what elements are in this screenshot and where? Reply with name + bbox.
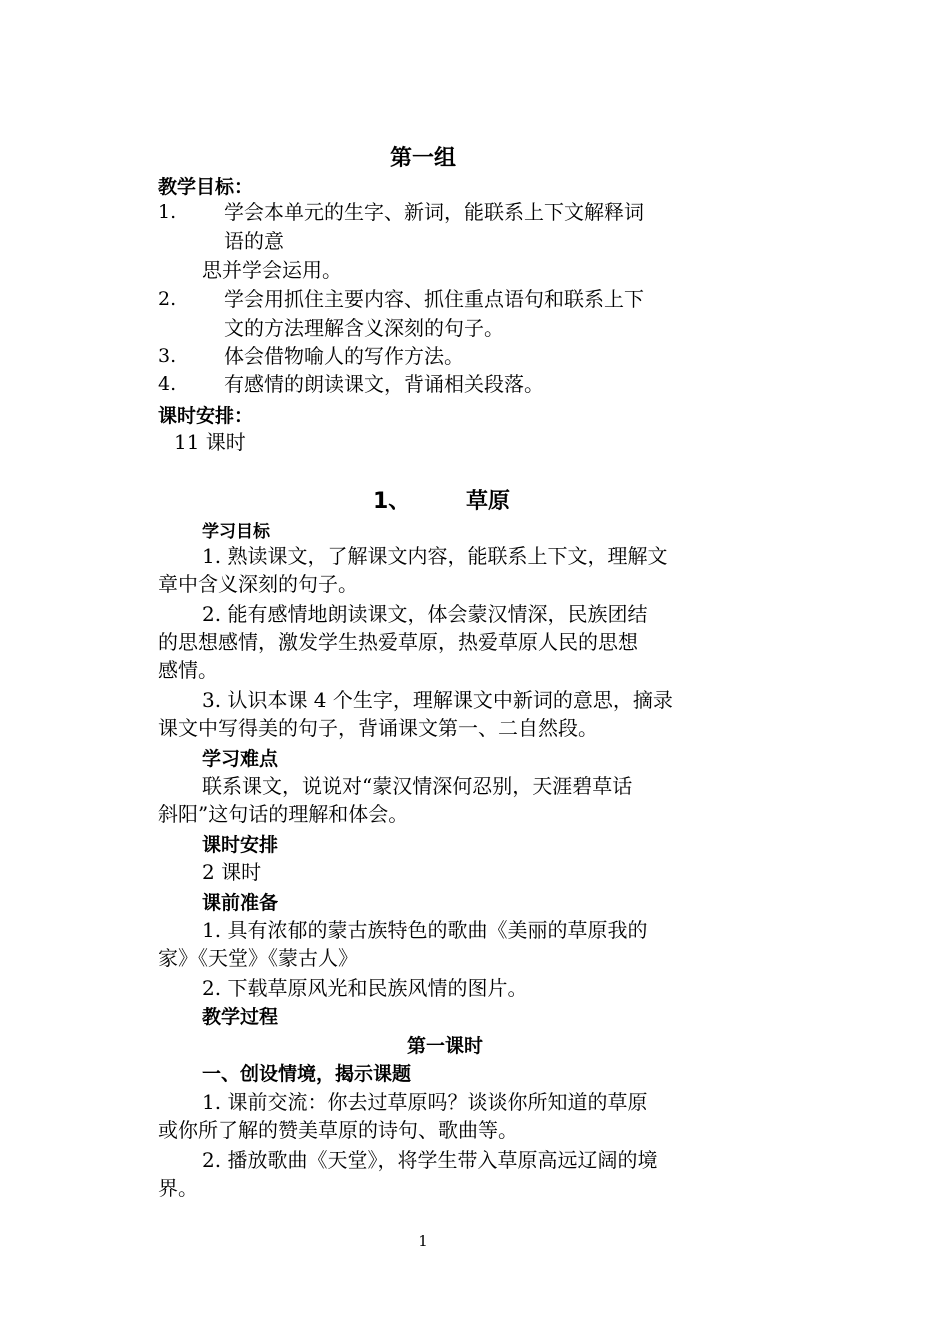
objective-number: 3. [158,345,177,367]
goal-line: 3. 认识本课 4 个生字，理解课文中新词的意思，摘录 [202,688,673,712]
page-number: 1 [418,1232,428,1250]
lesson-schedule-heading: 课时安排 [202,834,279,856]
prep-heading: 课前准备 [202,892,279,914]
objective-line: 学会本单元的生字、新词，能联系上下文解释词 [224,200,644,224]
goal-line: 感情。 [158,658,218,682]
objective-line: 体会借物喻人的写作方法。 [224,344,464,368]
goal-line: 课文中写得美的句子，背诵课文第一、二自然段。 [158,716,598,740]
prep-line: 1. 具有浓郁的蒙古族特色的歌曲《美丽的草原我的 [202,918,648,942]
lesson-title: 草原 [466,489,511,514]
objective-line: 文的方法理解含义深刻的句子。 [224,316,504,340]
difficulty-line: 斜阳”这句话的理解和体会。 [158,802,409,826]
lesson-number: 1、 [373,489,411,514]
step-line: 1. 课前交流：你去过草原吗？谈谈你所知道的草原 [202,1090,648,1114]
prep-line: 家》《天堂》《蒙古人》 [158,946,358,970]
step-line: 界。 [158,1176,198,1200]
goal-line: 1. 熟读课文，了解课文内容，能联系上下文，理解文 [202,544,668,568]
objective-number: 4. [158,373,177,395]
objective-number: 1. [158,201,177,223]
group-title: 第一组 [389,146,456,171]
schedule-value: 11 课时 [174,430,246,454]
lesson-schedule-value: 2 课时 [202,860,262,884]
objectives-heading: 教学目标： [158,176,254,198]
section-title: 一、创设情境，揭示课题 [202,1063,412,1085]
objective-line: 学会用抓住主要内容、抓住重点语句和联系上下 [224,287,644,311]
goal-line: 章中含义深刻的句子。 [158,572,358,596]
difficulty-line: 联系课文，说说对“蒙汉情深何忍别，天涯碧草话 [202,774,633,798]
goals-heading: 学习目标 [202,522,270,542]
objective-line: 有感情的朗读课文，背诵相关段落。 [224,372,544,396]
step-line: 2. 播放歌曲《天堂》，将学生带入草原高远辽阔的境 [202,1148,658,1172]
goal-line: 的思想感情，激发学生热爱草原，热爱草原人民的思想 [158,630,638,654]
objective-line: 语的意 [224,229,284,253]
goal-line: 2. 能有感情地朗读课文，体会蒙汉情深，民族团结 [202,602,648,626]
prep-line: 2. 下载草原风光和民族风情的图片。 [202,976,528,1000]
schedule-heading: 课时安排： [158,405,254,427]
difficulty-heading: 学习难点 [202,748,279,770]
step-line: 或你所了解的赞美草原的诗句、歌曲等。 [158,1118,518,1142]
period-title: 第一课时 [406,1035,483,1057]
objective-number: 2. [158,288,177,310]
process-heading: 教学过程 [202,1006,279,1028]
objective-line: 思并学会运用。 [202,258,342,282]
